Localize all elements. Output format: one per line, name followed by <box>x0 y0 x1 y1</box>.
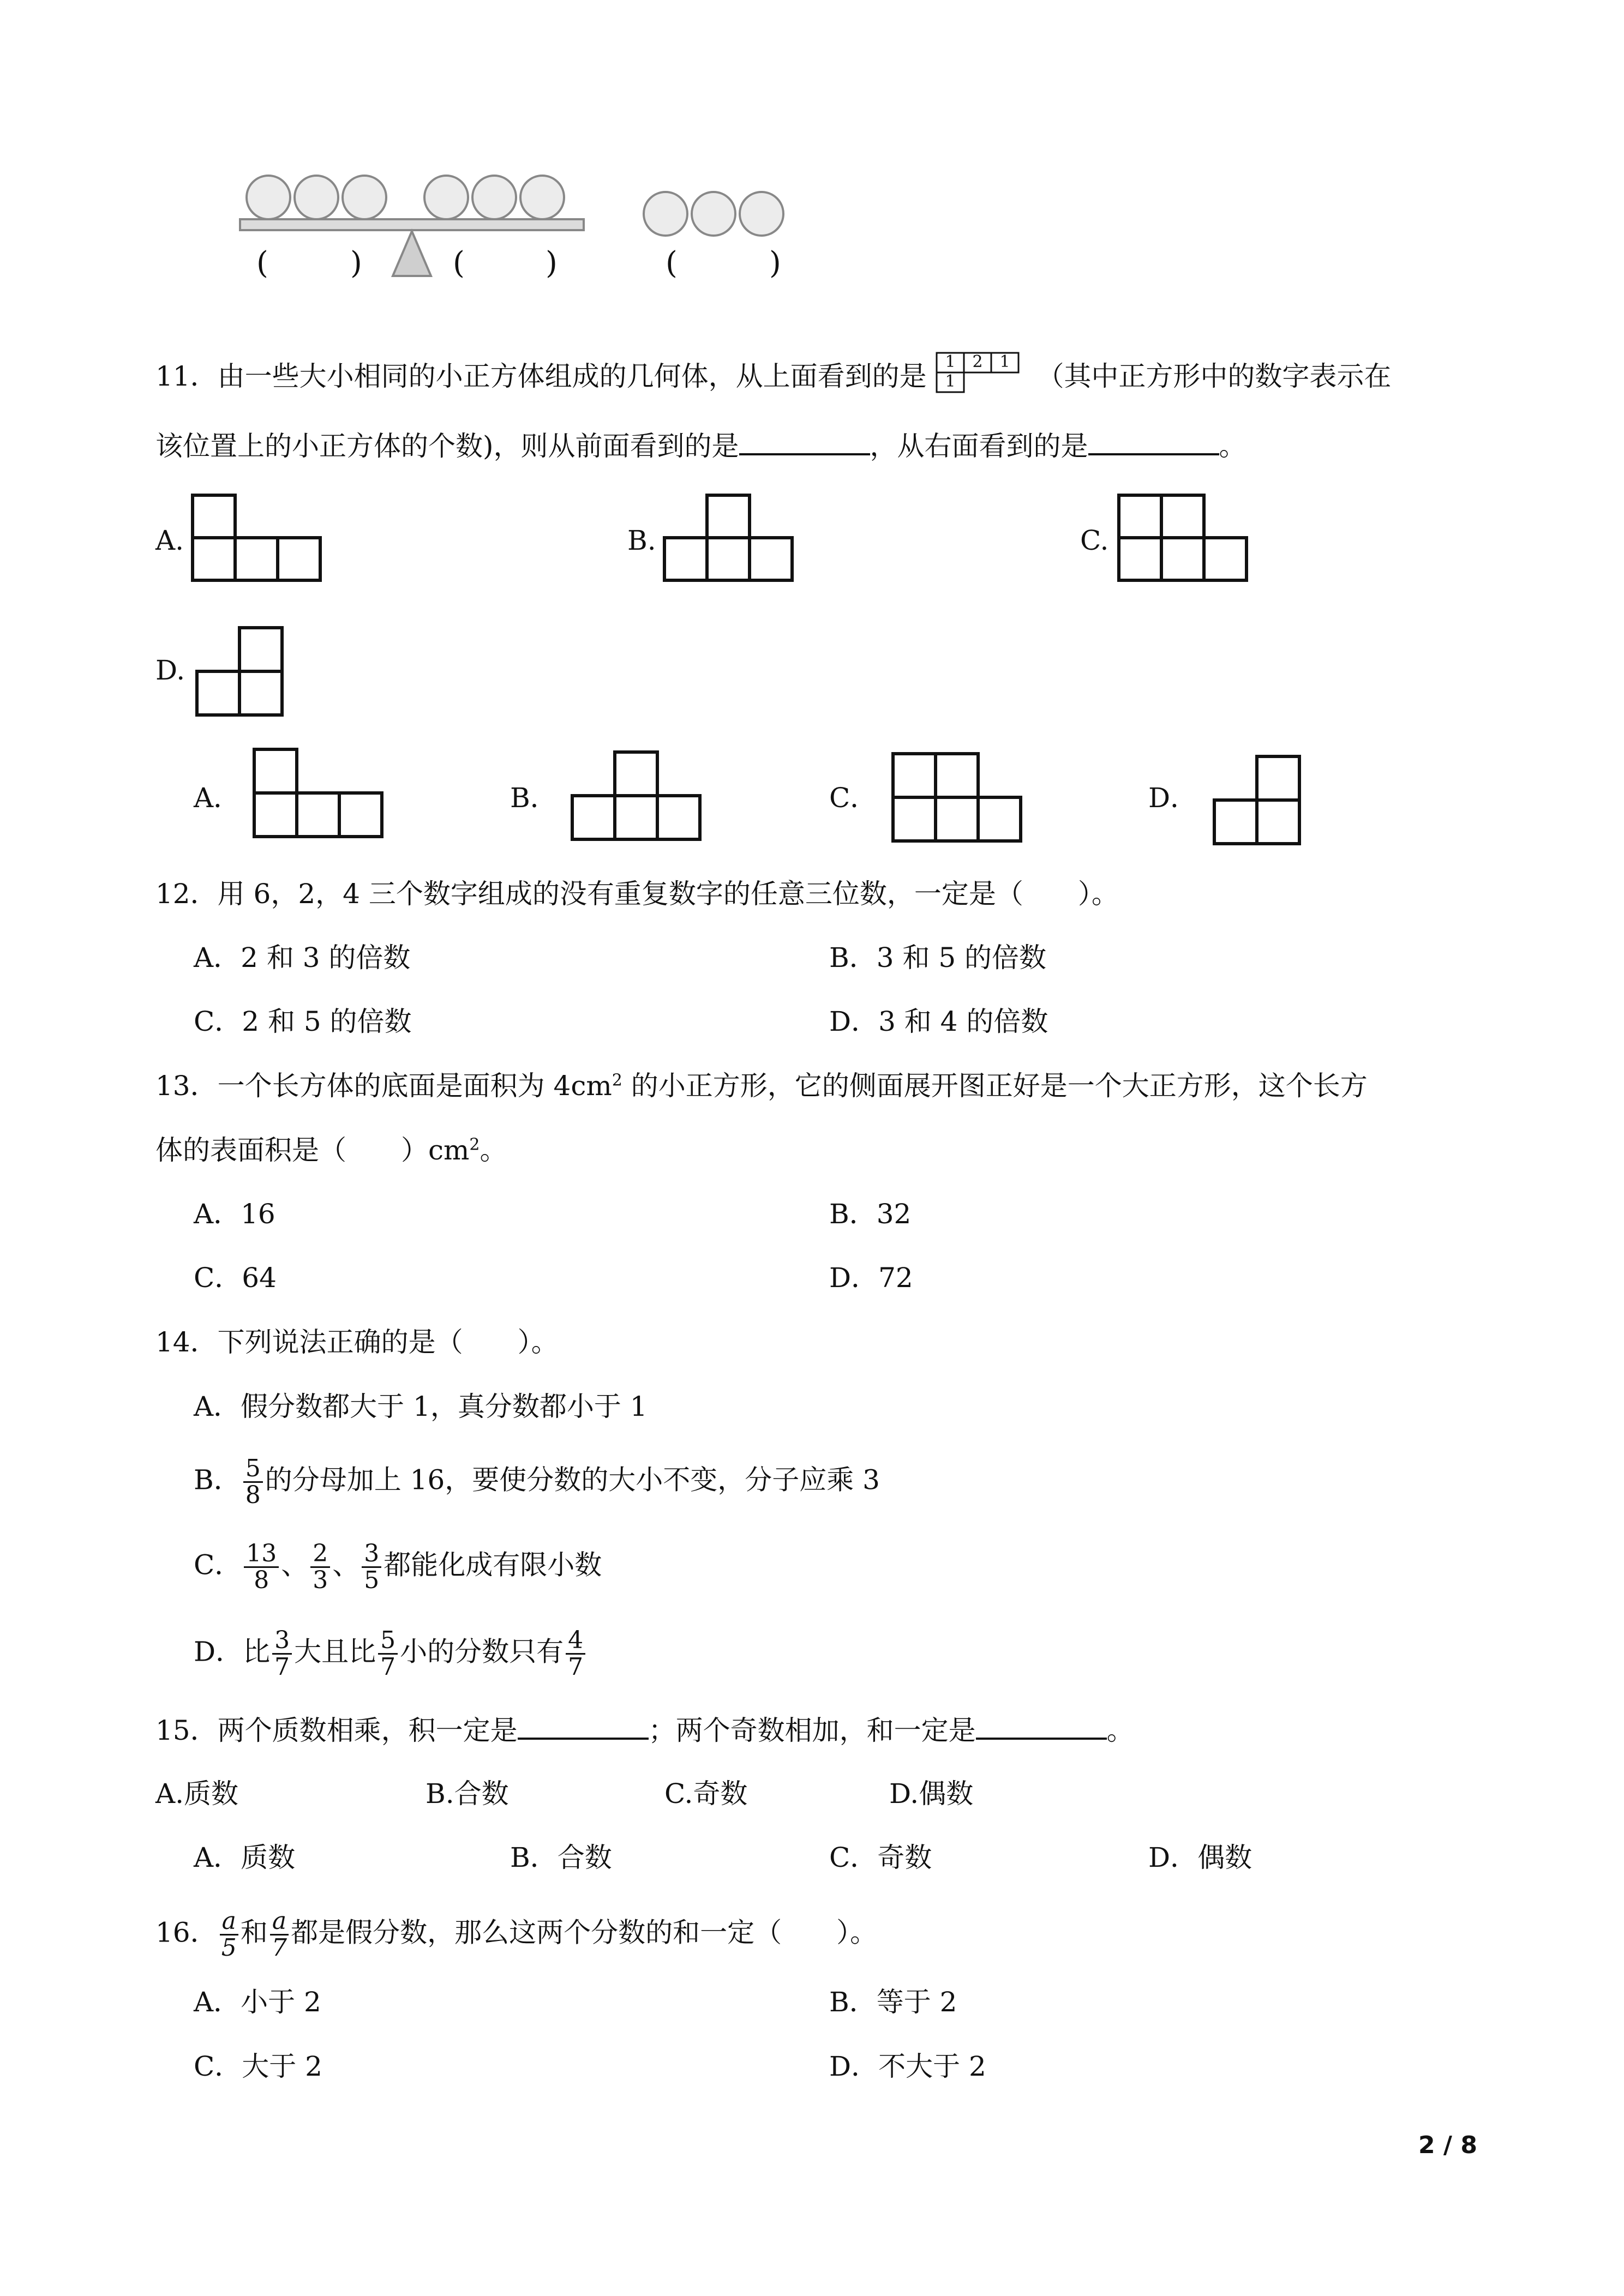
fraction-numerator: a <box>220 1909 238 1936</box>
q11-option2-b-label: B． <box>510 782 558 814</box>
q11-option-d-label: D. <box>155 654 185 686</box>
q16-stem <box>155 1909 877 1961</box>
q11-option-c-shape <box>1117 494 1250 583</box>
q15-row1-option-d: D.偶数 <box>889 1778 974 1810</box>
q11-stem-part5: 。 <box>1219 430 1247 462</box>
q14-option-c <box>194 1541 602 1593</box>
q15-row2-option-b: B．合数 <box>510 1842 612 1873</box>
q11-option2-a-label: A． <box>194 782 241 814</box>
q14-option-c-fraction-1 <box>244 1541 279 1593</box>
fraction-denominator: 7 <box>271 1934 287 1962</box>
q11-stem-part2: （其中正方形中的数字表示在 <box>1036 360 1392 392</box>
grid-cell-1: 1 <box>945 352 956 371</box>
q15-stem <box>155 1712 1134 1747</box>
fraction-numerator: 2 <box>310 1541 330 1568</box>
q16-connector: 和 <box>240 1916 268 1949</box>
fraction-numerator: 5 <box>243 1456 263 1483</box>
q15-row1-option-a: A.质数 <box>155 1778 239 1810</box>
q15-stem-text-a: 15．两个质数相乘，积一定是 <box>155 1715 518 1746</box>
q14-option-d-fraction-3 <box>566 1628 585 1680</box>
right-paren-close: ) <box>769 245 781 281</box>
q12-option-a: A．2 和 3 的倍数 <box>194 942 411 973</box>
q16-option-d: D．不大于 2 <box>829 2051 986 2082</box>
q13-superscript-1: 2 <box>612 1071 622 1090</box>
grid-cell-4: 1 <box>945 372 956 391</box>
q11-option2-a-shape <box>252 747 388 840</box>
fraction-denominator: 5 <box>221 1934 237 1962</box>
q11-option2-b-shape <box>570 750 706 843</box>
q12-option-c: C．2 和 5 的倍数 <box>194 1006 412 1037</box>
q14-option-c-fraction-2 <box>310 1541 330 1593</box>
q15-row2-option-a: A．质数 <box>194 1842 296 1873</box>
mid-paren-open: ( <box>453 245 465 281</box>
q16-fraction-2 <box>270 1909 289 1961</box>
q16-fraction-1 <box>220 1909 238 1961</box>
q14-option-b <box>194 1456 880 1508</box>
q14-option-c-fraction-3 <box>362 1541 381 1593</box>
q14-stem: 14．下列说法正确的是（ ）。 <box>155 1326 559 1358</box>
q11-option2-d-label: D． <box>1148 782 1198 814</box>
q13-option-d: D．72 <box>829 1262 913 1294</box>
fraction-numerator: 4 <box>566 1628 585 1655</box>
fraction-denominator: 8 <box>245 1481 261 1509</box>
fraction-denominator: 7 <box>568 1653 584 1681</box>
q13-superscript-2: 2 <box>469 1135 480 1155</box>
q11-option-c-label: C. <box>1080 525 1109 556</box>
q13-stem-text-a: 13．一个长方体的底面是面积为 4cm <box>155 1070 612 1102</box>
fraction-numerator: 3 <box>362 1541 381 1568</box>
q16-option-a: A．小于 2 <box>194 1986 321 2018</box>
q11-option-a-shape <box>191 494 324 583</box>
fraction-numerator: a <box>270 1909 289 1936</box>
q12-stem: 12．用 6，2，4 三个数字组成的没有重复数字的任意三位数，一定是（ ）。 <box>155 878 1119 910</box>
q14-option-d-label: D．比 <box>194 1636 271 1668</box>
q13-option-a: A．16 <box>194 1198 275 1230</box>
grid-cell-2: 2 <box>972 352 983 371</box>
separator: 、 <box>281 1549 309 1581</box>
q15-row1-option-b: B.合数 <box>426 1778 509 1810</box>
left-paren-close: ) <box>350 245 362 281</box>
q11-blank-right <box>1088 428 1219 455</box>
q15-blank-sum <box>976 1712 1107 1740</box>
q11-option-b-label: B. <box>627 525 656 556</box>
q13-stem-line2 <box>155 1133 507 1167</box>
q11-option-b-shape <box>663 494 796 583</box>
q15-row2-option-c: C．奇数 <box>829 1842 932 1873</box>
right-paren-open: ( <box>666 245 678 281</box>
q14-option-d-text-1: 大且比 <box>294 1636 376 1668</box>
q11-blank-front <box>739 428 870 455</box>
fraction-numerator: 5 <box>378 1628 398 1655</box>
q13-option-c: C．64 <box>194 1262 277 1294</box>
q12-option-b: B．3 和 5 的倍数 <box>829 942 1047 973</box>
q14-option-c-label: C． <box>194 1549 242 1581</box>
separator: 、 <box>332 1549 360 1581</box>
q15-stem-text-c: 。 <box>1106 1715 1134 1746</box>
fraction-numerator: 3 <box>272 1628 292 1655</box>
q11-option-a-label: A. <box>155 525 184 556</box>
q14-option-b-fraction <box>243 1456 263 1508</box>
q14-option-d-fraction-1 <box>272 1628 292 1680</box>
balance-figure <box>229 169 829 294</box>
page-number: 2 / 8 <box>1418 2131 1477 2159</box>
q16-number: 16． <box>155 1916 218 1949</box>
q16-option-b: B．等于 2 <box>829 1986 957 2018</box>
q14-option-d-fraction-2 <box>378 1628 398 1680</box>
fraction-numerator: 13 <box>244 1541 279 1568</box>
q11-line1 <box>155 352 1391 395</box>
q13-stem-text-d: 。 <box>480 1134 507 1166</box>
q15-row1-option-c: C.奇数 <box>664 1778 748 1810</box>
q11-stem-part3: 该位置上的小正方体的个数)，则从前面看到的是 <box>155 430 739 462</box>
q13-stem-line1 <box>155 1069 1368 1103</box>
mid-paren-close: ) <box>546 245 558 281</box>
q11-option2-c-label: C． <box>829 782 878 814</box>
q12-option-d: D．3 和 4 的倍数 <box>829 1006 1048 1037</box>
grid-cell-3: 1 <box>999 352 1010 371</box>
q14-option-a: A．假分数都大于 1，真分数都小于 1 <box>194 1391 648 1422</box>
q11-line2 <box>155 428 1247 463</box>
q16-stem-text: 都是假分数，那么这两个分数的和一定（ ）。 <box>291 1916 878 1949</box>
q15-blank-product <box>518 1712 649 1740</box>
q15-stem-text-b: ；两个奇数相加，和一定是 <box>648 1715 976 1746</box>
q11-option-d-shape <box>194 626 286 720</box>
q11-option2-d-shape <box>1211 754 1307 847</box>
left-paren-open: ( <box>256 245 268 281</box>
q15-row2-option-d: D．偶数 <box>1148 1842 1253 1873</box>
fraction-denominator: 7 <box>274 1653 290 1681</box>
q14-option-c-text: 都能化成有限小数 <box>383 1549 602 1581</box>
q13-stem-text-b: 的小正方形，它的侧面展开图正好是一个大正方形，这个长方 <box>622 1070 1368 1102</box>
q11-stem-part1: 11．由一些大小相同的小正方体组成的几何体，从上面看到的是 <box>155 360 927 392</box>
fraction-denominator: 7 <box>380 1653 396 1681</box>
q14-option-b-label: B． <box>194 1464 241 1496</box>
fraction-denominator: 8 <box>254 1566 269 1594</box>
fraction-denominator: 5 <box>364 1566 380 1594</box>
q13-option-b: B．32 <box>829 1198 912 1230</box>
q13-stem-text-c: 体的表面积是（ ）cm <box>155 1134 470 1166</box>
q11-stem-part4: ，从右面看到的是 <box>870 430 1088 462</box>
q16-option-c: C．大于 2 <box>194 2051 322 2082</box>
balance-scale-drawing <box>229 169 829 294</box>
q14-option-d-text-2: 小的分数只有 <box>400 1636 564 1668</box>
q14-option-b-text: 的分母加上 16，要使分数的大小不变，分子应乘 3 <box>265 1464 880 1496</box>
q11-option2-c-shape <box>891 752 1027 844</box>
fraction-denominator: 3 <box>313 1566 328 1594</box>
q14-option-d <box>194 1628 588 1680</box>
q11-top-view-grid <box>936 352 1028 395</box>
